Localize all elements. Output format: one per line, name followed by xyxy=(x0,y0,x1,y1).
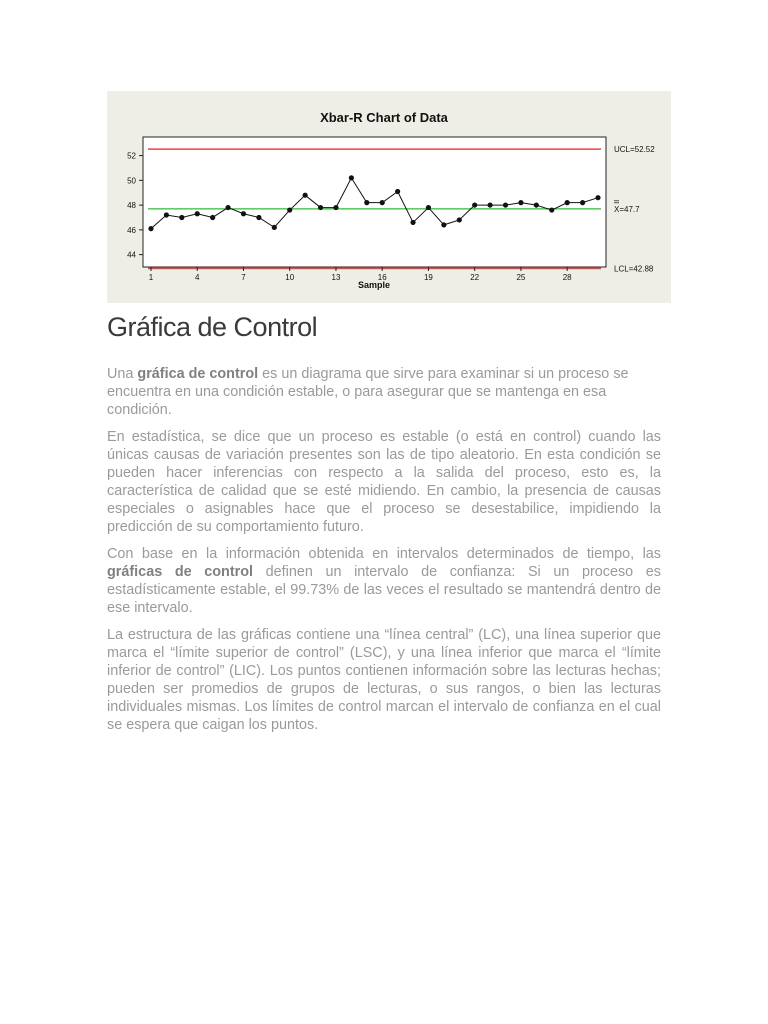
data-point xyxy=(518,200,523,205)
chart-title: Xbar-R Chart of Data xyxy=(320,110,448,125)
data-point xyxy=(179,215,184,220)
limit-label: X=47.7 xyxy=(614,204,640,214)
limit-label: UCL=52.52 xyxy=(614,145,655,155)
data-point xyxy=(395,189,400,194)
paragraph-stability: En estadística, se dice que un proceso es estable (o está en control) cuando las únicas causas de variación presentes son las de tipo aleatorio. En esta condición se pueden hacer inferencias con respecto a la salida del proceso, esto es, la característica de calidad que se esté midiendo. En cambio, la presencia de causas especiales o asignables hace que el proceso se desestabilice, impidiendo la predicción de su comportamiento futuro. xyxy=(107,429,661,535)
xbar-r-chart xyxy=(107,91,671,303)
y-tick-label: 46 xyxy=(127,225,136,235)
x-tick-label: 28 xyxy=(562,273,572,282)
data-point xyxy=(565,200,570,205)
bold-term: gráficas de control xyxy=(107,564,253,580)
x-tick-label: 10 xyxy=(285,273,295,282)
paragraph-text: es un diagrama que sirve para examinar si un proceso se encuentra en una condición estable, o para asegurar que se mantenga en esa condición. xyxy=(107,366,629,418)
data-point xyxy=(349,175,354,180)
data-point xyxy=(164,212,169,217)
x-tick-label: 1 xyxy=(148,273,154,282)
paragraph-text: definen un intervalo de confianza: Si un proceso es estadísticamente estable, el 99.73% de las veces el resultado se mantendrá dentro de ese intervalo. xyxy=(107,564,662,616)
data-point xyxy=(457,217,462,222)
paragraph-intro xyxy=(107,365,661,419)
y-tick-label: 52 xyxy=(127,151,136,161)
data-point xyxy=(534,202,539,207)
y-tick-label: 48 xyxy=(127,201,136,211)
x-axis-label: Sample xyxy=(357,280,391,290)
x-tick-label: 16 xyxy=(377,273,387,282)
paragraph-text: Una xyxy=(107,366,138,382)
limit-label: LCL=42.88 xyxy=(614,264,654,274)
data-point xyxy=(272,225,277,230)
data-point xyxy=(195,211,200,216)
data-point xyxy=(303,193,308,198)
data-point xyxy=(241,211,246,216)
x-tick-label: 4 xyxy=(195,273,200,282)
data-point xyxy=(426,205,431,210)
page-title: Gráfica de Control xyxy=(107,312,318,342)
paragraph-text: Con base en la información obtenida en intervalos determinados de tiempo, las xyxy=(107,546,661,562)
x-tick-label: 7 xyxy=(241,273,246,282)
x-tick-label: 25 xyxy=(516,273,526,282)
bold-term: gráfica de control xyxy=(137,366,259,382)
x-tick-label: 22 xyxy=(470,273,480,282)
data-point xyxy=(333,205,338,210)
data-point xyxy=(256,215,261,220)
article-body xyxy=(107,365,661,743)
plot-area xyxy=(143,137,606,267)
data-point xyxy=(595,195,600,200)
data-point xyxy=(287,207,292,212)
data-point xyxy=(488,202,493,207)
data-point xyxy=(210,215,215,220)
data-point xyxy=(472,202,477,207)
data-point xyxy=(410,220,415,225)
data-point xyxy=(364,200,369,205)
data-point xyxy=(380,200,385,205)
data-point xyxy=(549,207,554,212)
data-point xyxy=(441,222,446,227)
x-tick-label: 19 xyxy=(423,273,433,282)
xbar-r-chart-figure xyxy=(107,91,671,303)
y-tick-label: 44 xyxy=(127,250,136,260)
data-point xyxy=(318,205,323,210)
data-point xyxy=(580,200,585,205)
data-point xyxy=(503,202,508,207)
data-point xyxy=(148,226,153,231)
paragraph-structure: La estructura de las gráficas contiene una “línea central” (LC), una línea superior que marca el “límite superior de control” (LSC), y una línea inferior que marca el “límite inferior de control” (LIC). Los puntos contienen información sobre las lecturas hechas; pueden ser promedios de grupos de lecturas, o sus rangos, o bien las lecturas individuales mismas. Los límites de control marcan el intervalo de confianza en el cual se espera que caigan los puntos. xyxy=(107,627,661,733)
y-tick-label: 50 xyxy=(127,176,136,186)
data-point xyxy=(225,205,230,210)
x-tick-label: 13 xyxy=(331,273,341,282)
paragraph-confidence xyxy=(107,545,661,617)
